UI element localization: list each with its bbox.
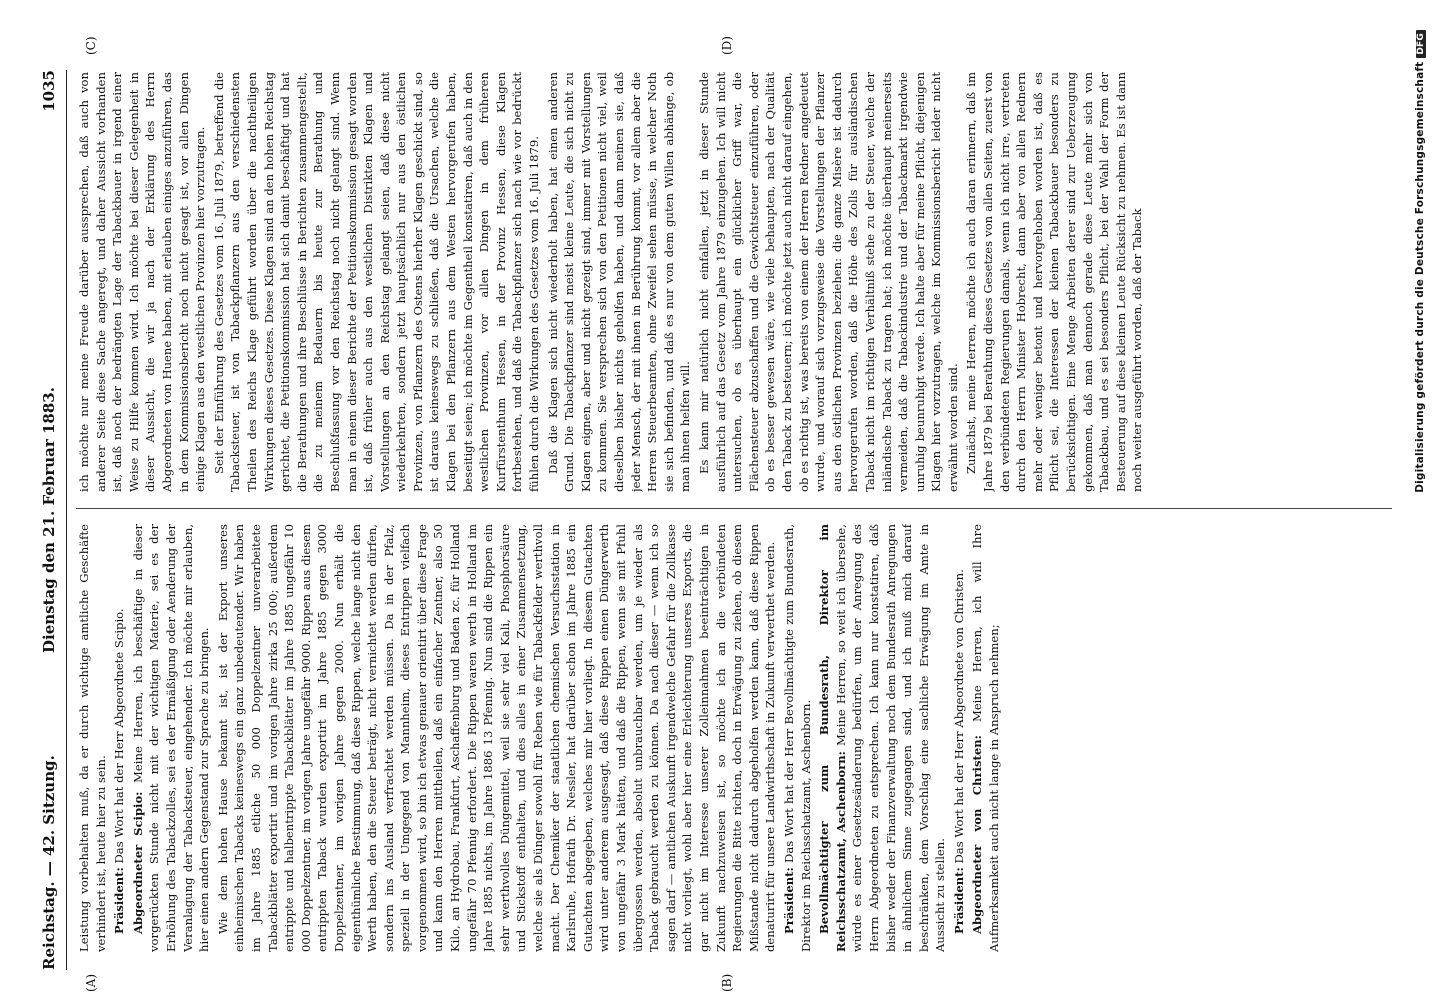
dfg-logo: DFG [1416,30,1426,58]
speaker-label: Präsident: [112,867,127,934]
speaker-label: Bevollmächtigter zum Bundesrath, Direktor im Reichsschatzamt, Aschenborn: [817,524,848,952]
margin-mark-d: (D) [720,36,734,55]
margin-mark-c: (C) [84,36,98,55]
header-left: Reichstag. — 42. Sitzung. [40,755,58,970]
speaker-label: Abgeordneter Scipio: [130,791,145,934]
left-column [76,524,1392,952]
speaker-label: Präsident: [951,867,966,934]
paragraph: Präsident: Das Wort hat der Herr Abgeordnete Scipio. [112,608,127,934]
paragraph: Präsident: Das Wort hat der Herr Abgeordnete von Christen. [951,569,966,934]
right-column [76,72,1392,492]
speaker-label: Abgeordneter von Christen: [970,735,985,934]
speaker-label: Präsident: [781,867,796,934]
paragraph: Abgeordneter Scipio: Meine Herren, ich beschäftige in dieser vorgerückten Stunde nicht mit der wichtigen Materie, sei es der Erhöhung des Tabackzolles, sei es der Ermäßigung oder Aenderung der Veranlagung der Tabacksteuer, eingehender. Ich möchte mir erlauben, hier einen andern Gegenstand zur Sprache zu bringen. [130,524,212,952]
margin-mark-b: (B) [720,973,734,992]
paragraph: Daß die Klagen sich nicht wiederholt haben, hat einen anderen Grund. Die Tabackpflanzer sind meist kleine Leute, die sich nicht zu Klagen eignen, aber und nicht gezeigt sind, immer mit Vorstellungen zu kommen. Sie versprechen sich von den Petitionen nicht viel, weil dieselben bisher nichts geholfen haben, und dann meinen sie, daß jeder Mensch, der mit ihnen in Berührung kommt, vor allem aber die Herren Steuerbeamten, ohne Zweifel sehen müsse, in welcher Noth sie sich befinden, und daß es nur von dem guten Willen abhänge, ob man ihnen helfen will. [545,72,693,492]
paragraph: Zunächst, meine Herren, möchte ich auch daran erinnern, daß im Jahre 1879 bei Berathung dieses Gesetzes von allen Seiten, zuerst von den verbündeten Regierungen damals, wenn ich nicht irre, vertreten durch den Herrn Minister Hobrecht, dann aber von allen Rednern mehr oder weniger betont und hervorgehoben worden ist, daß es Pflicht sei, die Interessen der kleinen Tabackbauer besonders zu berücksichtigen. Eine Menge Arbeiten derer sind zur Ueberzeugung gekommen, daß man dennoch gerade diese Leute mehr sich von Tabackbau, und es sei besonders Pflicht, bei der Wahl der Form der Besteuerung auf diese kleinen Leute Rücksicht zu nehmen. Es ist dann noch weiter ausgeführt worden, daß der Taback [964,72,1145,492]
column-divider [76,508,1392,509]
credit-text: Digitalisierung gefördert durch die Deutsche Forschungsgemeinschaft [1414,61,1426,493]
paragraph: ich möchte nur meine Freude darüber aussprechen, daß auch von anderer Seite diese Sache angeregt, und daher Aussicht vorhanden ist, daß noch der bedrängten Lage der Tabackbauer in irgend einer Weise zu Hilfe kommen wird. Ich möchte bei dieser Gelegenheit in dieser Aussicht, die wir ja nach der Erklärung des Herrn Abgeordneten von Huene haben, mit erlauben einiges anzuführen, das in dem Kommissionsbericht noch nicht gesagt ist, vor allen Dingen einige Klagen aus den westlichen Provinzen hier vorzutragen. [77,72,208,492]
digitization-credit [1414,30,1426,970]
paragraph: Wie dem hohen Hause bekannt ist, ist der Export unseres einheimischen Tabacks keineswegs ein ganz unbedeutender. Wir haben im Jahre 1885 etliche 50 000 Doppelzentner unverarbeitete Tabackblätter exportirt und im vorigen Jahre zirka 25 000; außerdem entrippte und halbentrippte Tabackblätter im Jahre 1885 ungefähr 10 000 Doppelzentner, im vorigen Jahre ungefähr 9000. Rippen aus diesem entrippten Taback wurden exportirt im Jahre 1885 gegen 3000 Doppelzentner, im vorigen Jahre gegen 2000. Nun erhält die eigenthümliche Bestimmung, daß diese Rippen, welche lange nicht den Werth haben, den die Steuer beträgt, nicht vernichtet werden dürfen, sondern ins Ausland verfrachtet werden müssen. Da in der Pfalz, speziell in der Umgegend von Mannheim, dieses Entrippen vielfach vorgenommen wird, so bin ich etwas genauer orientirt über diese Frage und kann den Herren mittheilen, daß ein einfacher Zentner, also 50 Kilo, an Hydrobau, Frankfurt, Aschaffenburg und Baden zc. für Holland ungefähr 70 Pfennig erfordert. Die Rippen waren werth in Holland im Jahre 1885 nichts, im Jahre 1886 13 Pfennig. Nun sind die Rippen ein sehr werthvolles Düngemittel, weil sie sehr viel Kali, Phosphorsäure und Stickstoff enthalten, und dies alles in einer Zusammensetzung, welche sie als Dünger sowohl für Reben wie für Tabackfelder werthvoll macht. Der Chemiker der staatlichen chemischen Versuchsstation in Karlsruhe, Hofrath Dr. Nessler, hat darüber schon im Jahre 1885 ein Gutachten abgegeben, welches mir hier vorliegt. In diesem Gutachten wird unter anderem ausgesagt, daß diese Rippen einen Düngerwerth von ungefähr 3 Mark hätten, und daß die Rippen, wenn sie mit Pfuhl übergossen werden, absolut unbrauchbar werden, um je wieder als Taback gebraucht werden zu können. Da nach dieser — wenn ich so sagen darf — amtlichen Auskunft irgendwelche Gefahr für die Zollkasse nicht vorliegt, wohl aber hier eine Erleichterung unseres Exports, die gar nicht im Interesse unserer Zolleinnahmen beeinträchtigen in Zukunft nachzuweisen ist, so möchte ich an die verbündeten Regierungen die Bitte richten, doch in Erwägung zu ziehen, ob diesem Mißstande nicht dadurch abgeholfen werden kann, daß diese Rippen denaturirt für unsere Landwirthschaft in Zukunft verwerthet werden. [215,524,778,952]
paragraph: Seit der Einführung des Gesetzes vom 16. Juli 1879, betreffend die Tabacksteuer, ist von Tabackpflanzern aus den verschiedensten Theilen des Reichs Klage geführt worden über die nachtheiligen Wirkungen dieses Gesetzes. Diese Klagen sind an den hohen Reichstag gerichtet, die Petitionskommission hat sich damit beschäftigt und hat die Berathungen und ihre Beschlüsse in Berichten zusammengestellt, die zu meinem Bedauern bis heute zur Berathung und Beschlußfassung vor den Reichstag noch nicht gelangt sind. Wenn man in einem dieser Berichte der Petitionskommission gesagt worden ist, daß früher auch aus den westlichen Distrikten Klagen und Vorstellungen an den Reichstag gelangt seien, daß diese nicht wiederkehrten, sondern jetzt hauptsächlich nur aus den östlichen Provinzen, von Pflanzern des Ostens hierher Klagen geschickt sind, so ist daraus keineswegs zu schließen, daß die Ursachen, welche die Klagen bei den Pflanzern aus dem Westen hervorgerufen haben, beseitigt seien; ich möchte im Gegentheil konstatiren, daß auch in den westlichen Provinzen, vor allen Dingen in dem früheren Kurfürstenthum Hessen, in der Provinz Hessen, diese Klagen fortbestehen, und daß die Tabackpflanzer sich nach wie vor bedrückt fühlen durch die Wirkungen des Gesetzes vom 16. Juli 1879. [211,72,542,492]
paragraph: Leistung vorbehalten muß, da er durch wichtige amtliche Geschäfte verhindert ist, heute hier zu sein. [77,524,108,952]
header-date: Dienstag den 21. Februar 1883. [40,387,58,653]
paragraph: Abgeordneter von Christen: Meine Herren, ich will Ihre Aufmerksamkeit auch nicht lange in Anspruch nehmen; [970,524,1002,952]
page-number: 1035 [40,70,58,112]
margin-mark-a: (A) [84,973,98,992]
paragraph: Es kann mir natürlich nicht einfallen, jetzt in dieser Stunde ausführlich auf das Gesetz vom Jahre 1879 einzugehen. Ich will nicht untersuchen, ob es überhaupt ein glücklicher Griff war, die Flächensteuer abzuschaffen und die Gewichtsteuer einzuführen, oder ob es besser gewesen wäre, wie viele behaupten, nach der Qualität den Taback zu besteuern; ich möchte jetzt auch nicht darauf eingehen, ob es richtig ist, was bereits von einem der Herren Redner angedeutet wurde, und worauf sich vorzugsweise die Vorstellungen der Pflanzer aus den östlichen Provinzen beziehen: die ganze Misère ist dadurch hervorgerufen worden, daß die Höhe des Zolls für ausländischen Taback nicht im richtigen Verhältniß stehe zu der Steuer, welche der inländische Taback zu tragen hat; ich möchte überhaupt meinerseits vermeiden, daß die Tabackindustrie und der Tabackmarkt irgendwie unruhig beunruhigt werde. Ich halte aber für meine Pflicht, diejenigen Klagen hier vorzutragen, welche im Kommissionsbericht leider nicht erwähnt worden sind. [696,72,960,492]
running-header [40,70,66,970]
paragraph: Präsident: Das Wort hat der Herr Bevollmächtigte zum Bundesrath, Direktor im Reichsschatzamt, Aschenborn. [781,524,813,952]
paragraph: Bevollmächtigter zum Bundesrath, Direktor im Reichsschatzamt, Aschenborn: Meine Herren, so weit ich übersehe, würde es einer Gesetzesänderung bedürfen, um der Anregung des Herrn Abgeordneten zu entsprechen. Ich kann nur konstatiren, daß bisher weder der Finanzverwaltung noch dem Bundesrath Anregungen in ähnlichem Sinne zugegangen sind, und ich muß mich darauf beschränken, dem Vorschlag eine sachliche Erwägung im Amte in Aussicht zu stellen. [817,524,948,952]
header-rule [66,70,67,970]
